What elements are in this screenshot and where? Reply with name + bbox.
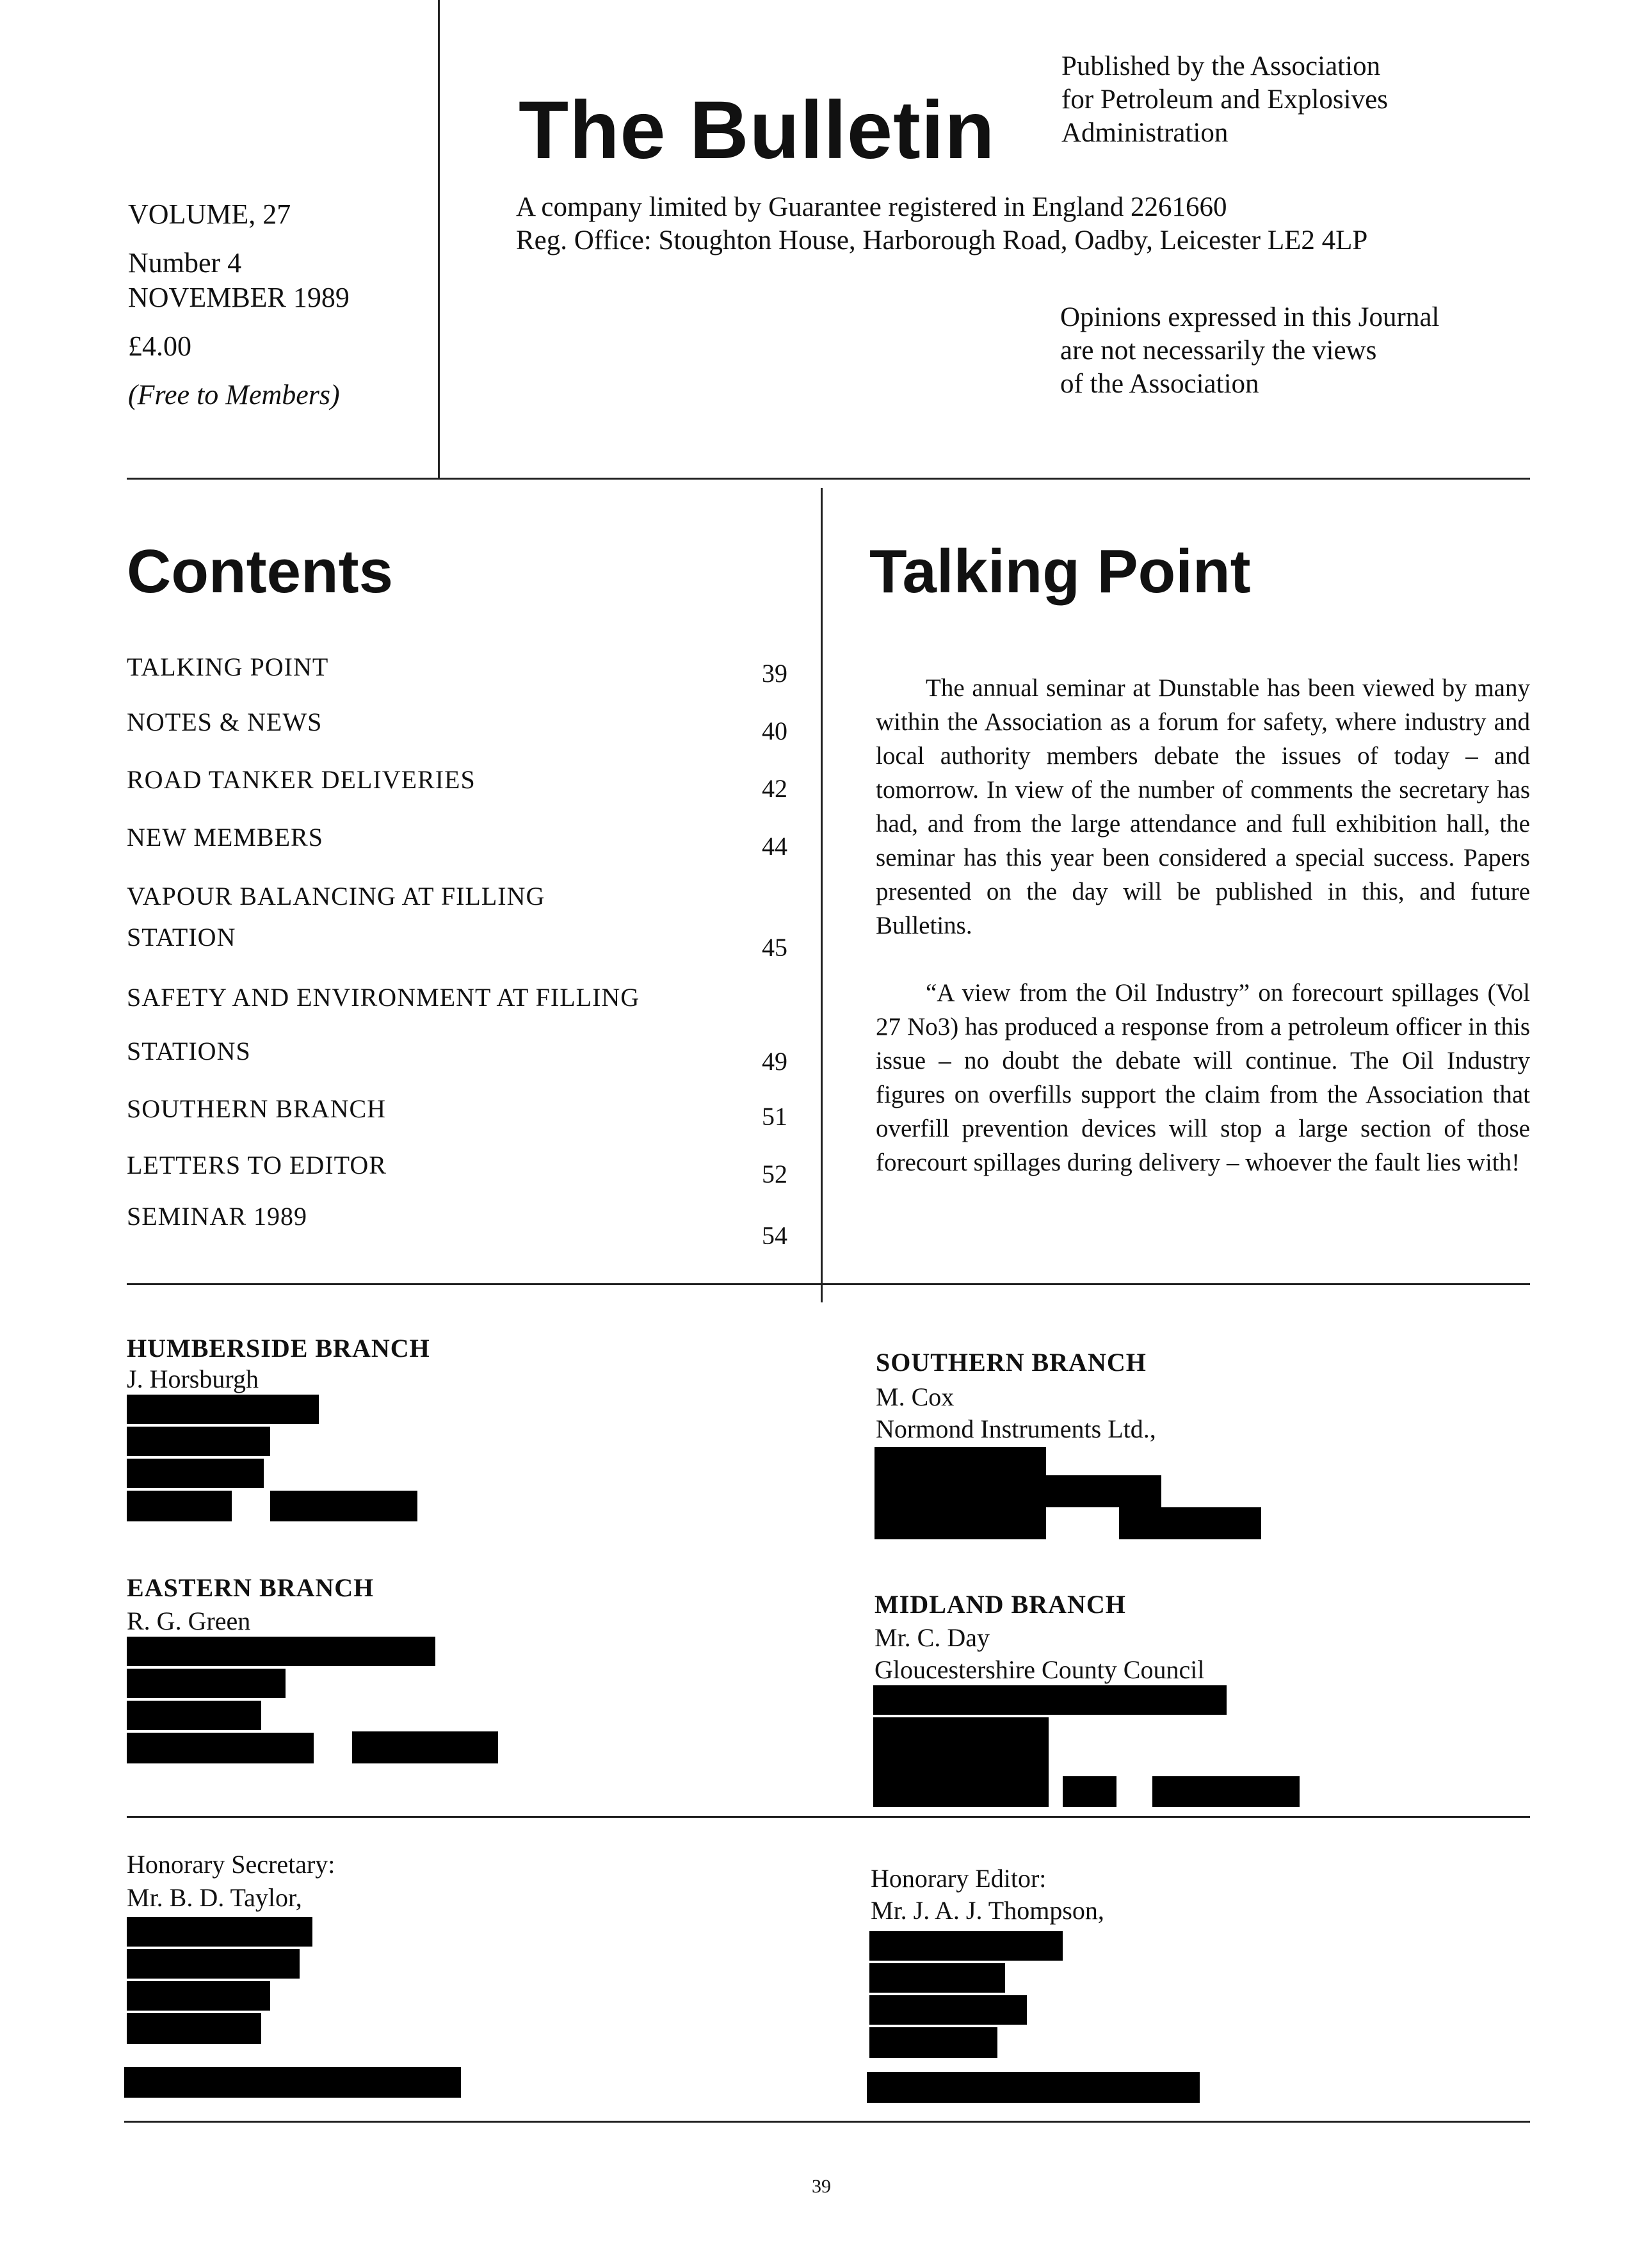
talking-point-heading: Talking Point bbox=[869, 537, 1251, 606]
redacted-address bbox=[873, 1685, 1227, 1715]
midland-branch-organisation: Gloucestershire County Council bbox=[874, 1655, 1205, 1684]
issue-date: NOVEMBER 1989 bbox=[128, 282, 350, 313]
toc-item-label[interactable]: SOUTHERN BRANCH bbox=[127, 1094, 387, 1123]
redacted-address bbox=[127, 1669, 286, 1698]
toc-item-label[interactable]: SAFETY AND ENVIRONMENT AT FILLING bbox=[127, 983, 640, 1012]
toc-item-page: 39 bbox=[762, 659, 787, 688]
redacted-address bbox=[1152, 1776, 1300, 1807]
southern-branch-organisation: Normond Instruments Ltd., bbox=[876, 1414, 1156, 1443]
redacted-address bbox=[127, 1917, 312, 1947]
contents-bottom-rule bbox=[127, 1283, 1530, 1285]
paragraph-text: “A view from the Oil Industry” on forecourt spillages (Vol 27 No3) has produced a response from a petroleum officer in this issue – no doubt the debate will continue. The Oil Industry figures on overfills support the claim from the Association that overfill prevention devices will stop a large section of those forecourt spillages during delivery – whoever the fault lies with! bbox=[876, 979, 1530, 1176]
toc-item-label[interactable]: TALKING POINT bbox=[127, 652, 329, 681]
redacted-address bbox=[127, 1459, 264, 1488]
toc-item-label[interactable]: SEMINAR 1989 bbox=[127, 1202, 308, 1231]
redacted-address bbox=[1119, 1507, 1261, 1539]
registered-office-line: Reg. Office: Stoughton House, Harborough Road, Oadby, Leicester LE2 4LP bbox=[516, 225, 1368, 255]
toc-item-page: 44 bbox=[762, 832, 787, 861]
issue-info bbox=[128, 197, 350, 412]
redacted-address bbox=[270, 1491, 417, 1521]
toc-item-page: 42 bbox=[762, 774, 787, 803]
column-divider bbox=[821, 488, 823, 1302]
toc-item-label-continued[interactable]: STATION bbox=[127, 923, 236, 952]
toc-item-page: 40 bbox=[762, 717, 787, 745]
honorary-secretary-heading: Honorary Secretary: bbox=[127, 1850, 335, 1879]
talking-point-paragraph bbox=[876, 976, 1530, 1179]
branches-bottom-rule bbox=[127, 1816, 1530, 1818]
eastern-branch-contact: R. G. Green bbox=[127, 1607, 251, 1635]
disclaimer-line: of the Association bbox=[1060, 369, 1259, 399]
officers-bottom-rule bbox=[124, 2121, 1530, 2123]
toc-item-label[interactable]: NEW MEMBERS bbox=[127, 823, 323, 852]
toc-item-page: 52 bbox=[762, 1160, 787, 1188]
midland-branch-heading: MIDLAND BRANCH bbox=[874, 1590, 1126, 1619]
price-note: (Free to Members) bbox=[128, 379, 340, 410]
issue-price: £4.00 bbox=[128, 330, 191, 362]
redacted-address bbox=[127, 1981, 270, 2011]
registration-info bbox=[516, 191, 1367, 257]
eastern-branch-heading: EASTERN BRANCH bbox=[127, 1573, 375, 1602]
southern-branch-contact: M. Cox bbox=[876, 1382, 955, 1411]
toc-item-page: 49 bbox=[762, 1047, 787, 1076]
registration-line: A company limited by Guarantee registered in England 2261660 bbox=[516, 192, 1227, 222]
toc-item-label[interactable]: NOTES & NEWS bbox=[127, 708, 323, 736]
redacted-address bbox=[869, 1963, 1005, 1993]
talking-point-paragraph bbox=[876, 671, 1530, 943]
masthead-bottom-rule bbox=[127, 478, 1530, 480]
honorary-editor-name: Mr. J. A. J. Thompson, bbox=[871, 1896, 1104, 1925]
disclaimer-line: Opinions expressed in this Journal bbox=[1060, 302, 1440, 332]
volume-label: VOLUME, 27 bbox=[128, 198, 291, 230]
publisher-line: Published by the Association bbox=[1061, 51, 1381, 81]
redacted-address bbox=[127, 1491, 232, 1521]
redacted-address bbox=[874, 1447, 1046, 1539]
redacted-address bbox=[873, 1717, 1049, 1807]
humberside-branch-contact: J. Horsburgh bbox=[127, 1365, 259, 1393]
redacted-address bbox=[1046, 1475, 1161, 1507]
toc-item-page: 45 bbox=[762, 933, 787, 962]
page-number: 39 bbox=[812, 2176, 831, 2197]
redacted-address bbox=[124, 2067, 461, 2098]
honorary-secretary-name: Mr. B. D. Taylor, bbox=[127, 1883, 302, 1912]
redacted-address bbox=[127, 1427, 270, 1456]
paragraph-text: The annual seminar at Dunstable has been viewed by many within the Association as a forum for safety, where industry and local authority members debate the issues of today – and tomorrow. In view of the number of comments the secretary has had, and from the large attendance and full exhibition hall, the seminar has this year been considered a special success. Papers presented on the day will be published in this, and future Bulletins. bbox=[876, 674, 1530, 939]
publisher-note bbox=[1061, 50, 1458, 150]
redacted-address bbox=[127, 2013, 261, 2044]
toc-item-label[interactable]: VAPOUR BALANCING AT FILLING bbox=[127, 882, 545, 911]
toc-item-label[interactable]: ROAD TANKER DELIVERIES bbox=[127, 765, 476, 794]
disclaimer bbox=[1060, 301, 1439, 401]
redacted-address bbox=[127, 1701, 261, 1730]
humberside-branch-heading: HUMBERSIDE BRANCH bbox=[127, 1334, 430, 1363]
publisher-line: Administration bbox=[1061, 118, 1229, 148]
redacted-address bbox=[869, 1931, 1063, 1961]
honorary-editor-heading: Honorary Editor: bbox=[871, 1864, 1047, 1893]
publisher-line: for Petroleum and Explosives bbox=[1061, 85, 1388, 115]
contents-heading: Contents bbox=[127, 537, 393, 606]
redacted-address bbox=[127, 1637, 435, 1666]
bulletin-title: The Bulletin bbox=[519, 85, 995, 176]
issue-number: Number 4 bbox=[128, 247, 242, 279]
southern-branch-heading: SOUTHERN BRANCH bbox=[876, 1348, 1147, 1377]
disclaimer-line: are not necessarily the views bbox=[1060, 336, 1377, 366]
redacted-address bbox=[127, 1949, 300, 1979]
masthead-vertical-rule bbox=[438, 0, 440, 479]
midland-branch-contact: Mr. C. Day bbox=[874, 1623, 990, 1652]
redacted-address bbox=[1063, 1776, 1116, 1807]
redacted-address bbox=[127, 1733, 314, 1763]
talking-point-body bbox=[876, 671, 1530, 1213]
toc-item-label-continued[interactable]: STATIONS bbox=[127, 1037, 251, 1065]
toc-item-page: 51 bbox=[762, 1102, 787, 1131]
redacted-address bbox=[869, 2027, 997, 2058]
redacted-address bbox=[352, 1731, 498, 1763]
redacted-address bbox=[869, 1995, 1027, 2025]
redacted-address bbox=[867, 2072, 1200, 2103]
toc-item-page: 54 bbox=[762, 1221, 787, 1250]
toc-item-label[interactable]: LETTERS TO EDITOR bbox=[127, 1151, 387, 1179]
redacted-address bbox=[127, 1395, 319, 1424]
